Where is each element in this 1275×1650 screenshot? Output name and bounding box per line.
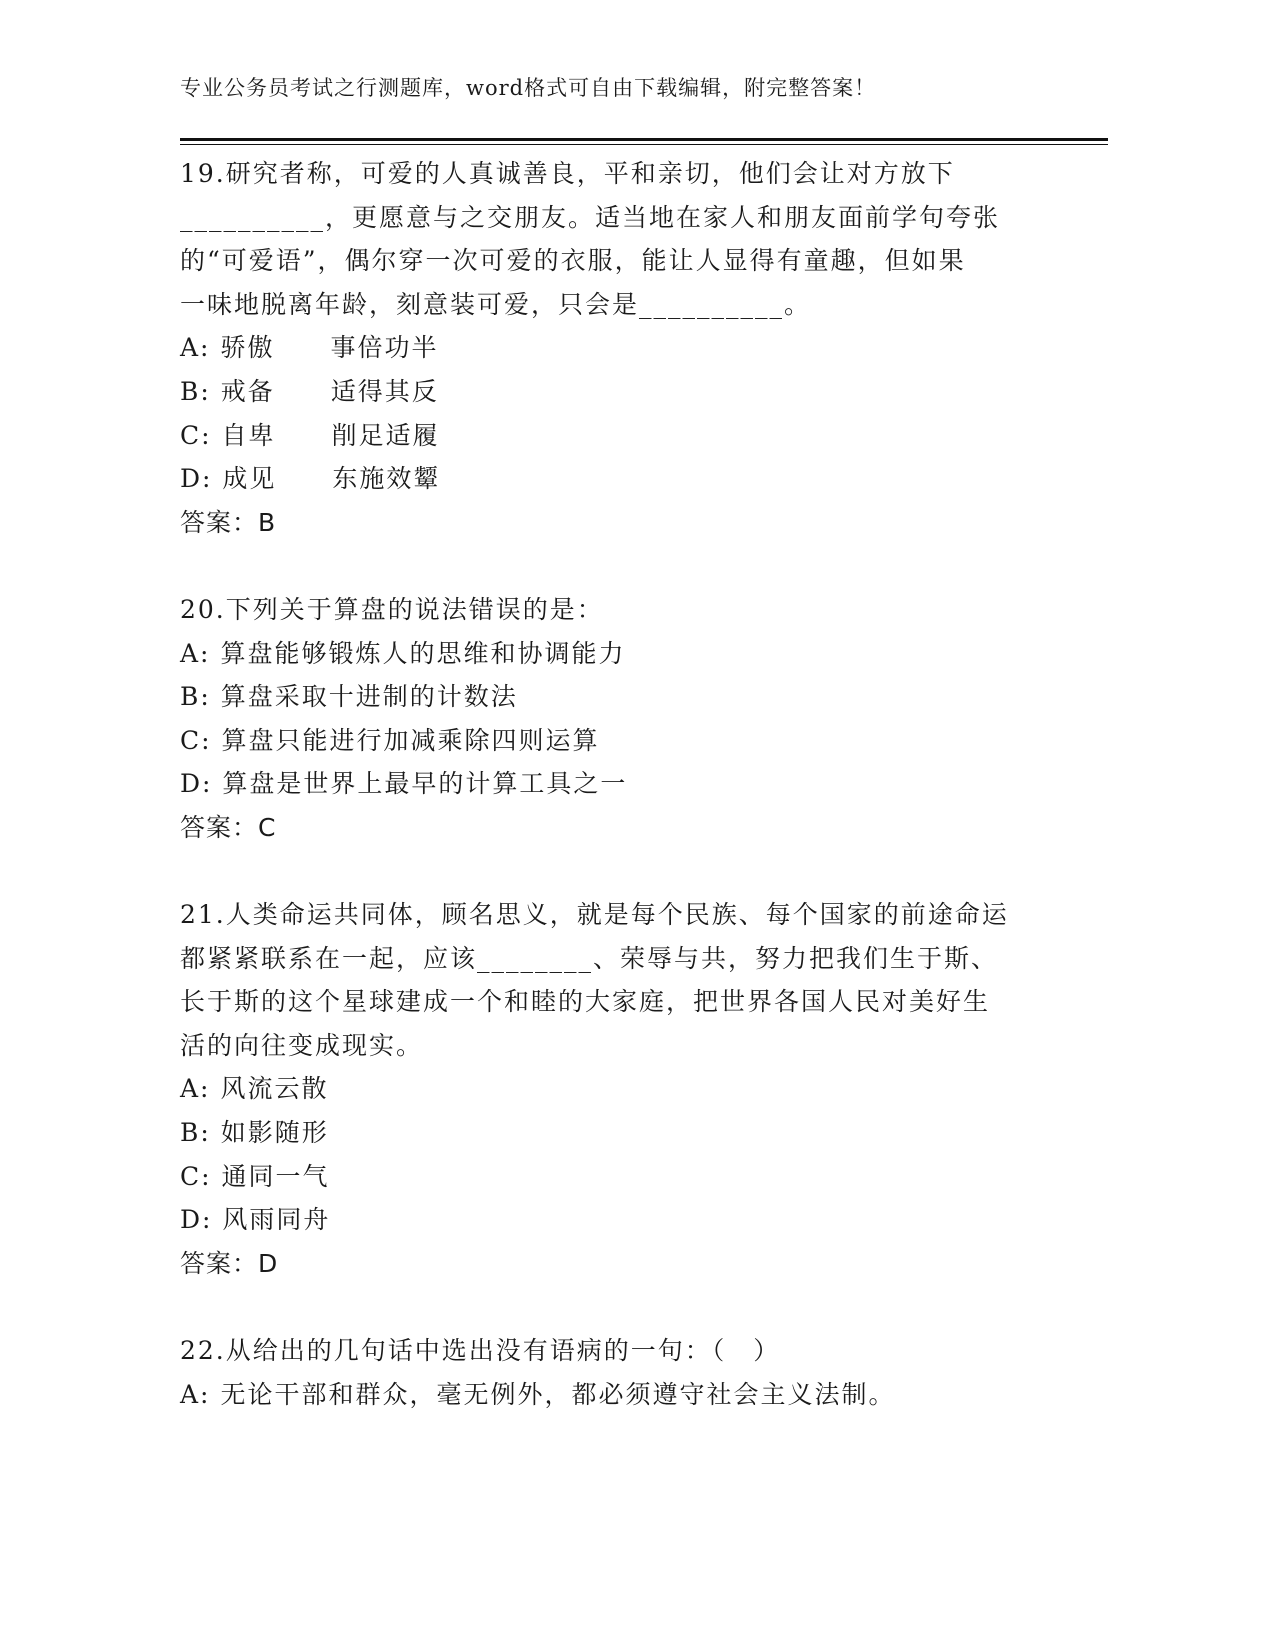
answer-line: 答案：B bbox=[180, 507, 277, 537]
question-stem-line: 20.下列关于算盘的说法错误的是： bbox=[180, 594, 604, 624]
option-b bbox=[180, 1111, 1040, 1155]
option-b bbox=[180, 675, 1040, 719]
question-stem-line: 的“可爱语”，偶尔穿一次可爱的衣服，能让人显得有童趣，但如果 bbox=[180, 246, 966, 276]
option-letter: A: bbox=[180, 638, 211, 668]
question-list bbox=[180, 152, 1040, 1416]
question-stem-line: 都紧紧联系在一起，应该________、荣辱与共，努力把我们生于斯、 bbox=[180, 943, 999, 973]
option-text: 如影随形 bbox=[220, 1118, 329, 1148]
option-letter: B: bbox=[180, 1118, 211, 1148]
question-20 bbox=[180, 588, 1040, 850]
spacer bbox=[180, 544, 1040, 588]
option-letter: C: bbox=[180, 1161, 212, 1191]
option-c bbox=[180, 414, 1040, 458]
option-letter: C: bbox=[180, 725, 212, 755]
option-text: 通同一气 bbox=[221, 1161, 330, 1191]
option-d bbox=[180, 762, 1040, 806]
answer-line: 答案：D bbox=[180, 1248, 279, 1278]
option-c bbox=[180, 1155, 1040, 1199]
question-stem-line: 22.从给出的几句话中选出没有语病的一句：（ ） bbox=[180, 1336, 781, 1366]
option-letter: D: bbox=[180, 464, 213, 494]
option-second-word: 事倍功半 bbox=[330, 333, 439, 363]
option-a bbox=[180, 1067, 1040, 1111]
option-text: 无论干部和群众，毫无例外，都必须遵守社会主义法制。 bbox=[220, 1379, 896, 1409]
question-22 bbox=[180, 1329, 1040, 1416]
option-a bbox=[180, 1373, 1040, 1417]
option-b bbox=[180, 370, 1040, 414]
header-rule-thick bbox=[180, 138, 1108, 141]
spacer bbox=[180, 1285, 1040, 1329]
answer-line: 答案：C bbox=[180, 812, 277, 842]
option-a bbox=[180, 326, 1040, 370]
question-stem-line: __________，更愿意与之交朋友。适当地在家人和朋友面前学句夸张 bbox=[180, 202, 1001, 232]
question-stem-line: 长于斯的这个星球建成一个和睦的大家庭，把世界各国人民对美好生 bbox=[180, 987, 991, 1017]
question-19 bbox=[180, 152, 1040, 544]
option-first-word: 骄傲 bbox=[220, 333, 275, 363]
option-letter: A: bbox=[180, 333, 211, 363]
question-stem-line: 19.研究者称，可爱的人真诚善良，平和亲切，他们会让对方放下 bbox=[180, 159, 955, 188]
option-text: 算盘是世界上最早的计算工具之一 bbox=[222, 769, 628, 799]
option-second-word: 适得其反 bbox=[330, 376, 439, 406]
option-text: 风雨同舟 bbox=[222, 1205, 331, 1235]
option-text: 风流云散 bbox=[220, 1074, 329, 1104]
option-letter: C: bbox=[180, 420, 212, 450]
option-first-word: 成见 bbox=[222, 464, 277, 494]
question-21 bbox=[180, 893, 1040, 1285]
option-letter: D: bbox=[180, 1205, 213, 1235]
option-letter: B: bbox=[180, 376, 211, 406]
question-stem-line: 活的向往变成现实。 bbox=[180, 1030, 424, 1060]
option-letter: A: bbox=[180, 1074, 211, 1104]
option-text: 算盘能够锻炼人的思维和协调能力 bbox=[220, 638, 626, 668]
option-d bbox=[180, 1198, 1040, 1242]
question-stem-line: 21.人类命运共同体，顾名思义，就是每个民族、每个国家的前途命运 bbox=[180, 900, 1009, 930]
option-text: 算盘只能进行加减乘除四则运算 bbox=[221, 725, 600, 755]
header-rule-thin bbox=[180, 144, 1108, 145]
option-second-word: 东施效颦 bbox=[332, 464, 441, 494]
spacer bbox=[180, 850, 1040, 894]
option-letter: D: bbox=[180, 769, 213, 799]
option-second-word: 削足适履 bbox=[331, 420, 440, 450]
option-letter: B: bbox=[180, 682, 211, 712]
option-text: 算盘采取十进制的计数法 bbox=[220, 682, 518, 712]
question-stem-line: 一味地脱离年龄，刻意装可爱，只会是__________。 bbox=[180, 289, 812, 319]
header-note: 专业公务员考试之行测题库，word格式可自由下载编辑，附完整答案！ bbox=[180, 76, 877, 100]
option-letter: A: bbox=[180, 1379, 211, 1409]
option-a bbox=[180, 632, 1040, 676]
option-first-word: 戒备 bbox=[220, 376, 275, 406]
option-first-word: 自卑 bbox=[221, 420, 276, 450]
option-c bbox=[180, 719, 1040, 763]
option-d bbox=[180, 457, 1040, 501]
